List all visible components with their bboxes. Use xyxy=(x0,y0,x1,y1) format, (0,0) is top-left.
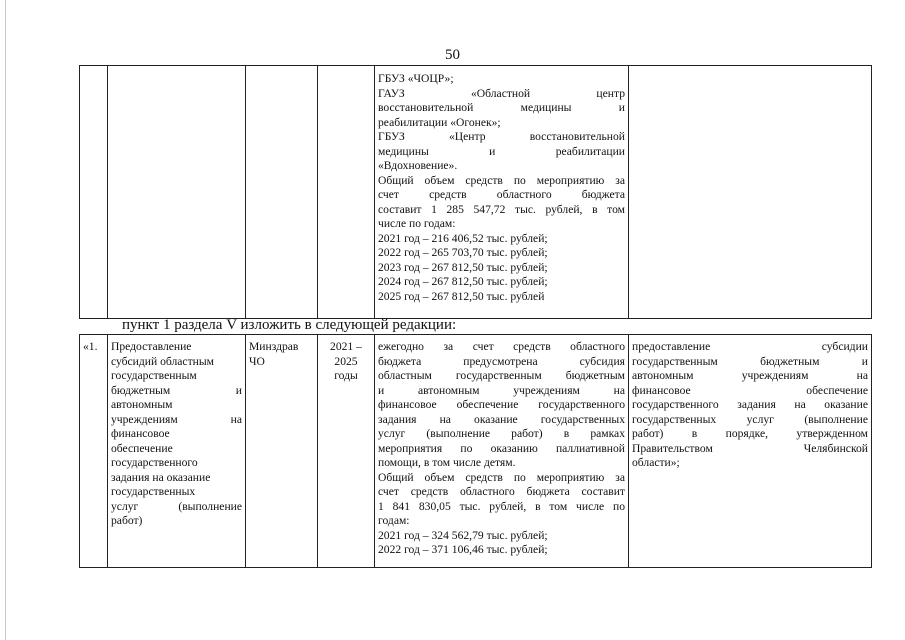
text-line: финансовое xyxy=(111,427,170,440)
text-line: государственного xyxy=(111,456,198,469)
text-line: 2024 год – 267 812,50 тыс. рублей; xyxy=(378,275,548,288)
text-line: 2025 год – 267 812,50 тыс. рублей xyxy=(378,289,545,303)
text-line: числе по годам: xyxy=(378,217,456,230)
table-row xyxy=(80,66,872,319)
section-heading: пункт 1 раздела V изложить в следующей редакции: xyxy=(122,317,457,333)
cell-name xyxy=(108,335,246,568)
text-line: услуг (выполнение xyxy=(111,499,242,513)
page-number: 50 xyxy=(445,47,460,63)
text-line: обеспечение xyxy=(111,441,173,455)
text-line: ежегодно за счет средств областного xyxy=(378,340,625,353)
text-line: автономным учреждениям на xyxy=(632,369,868,382)
text-line: мероприятия по оказанию паллиативной xyxy=(378,441,625,455)
text-line: ГБУЗ «ЧОЦР»; xyxy=(378,72,454,85)
text-line: задания на оказание государственных xyxy=(378,412,625,426)
text-line: 2025 xyxy=(334,354,358,368)
text-line: Общий объем средств по мероприятию за xyxy=(378,470,625,484)
text-line: реабилитации «Огонек»; xyxy=(378,115,501,129)
text-line: и автономным учреждениям на xyxy=(378,383,625,397)
cell-number xyxy=(80,66,108,319)
cell-executor xyxy=(246,66,318,319)
cell-name xyxy=(108,66,246,319)
text-line: области»; xyxy=(632,456,680,469)
text-line: субсидий областным xyxy=(111,354,214,368)
table-row xyxy=(80,335,872,568)
cell-funding xyxy=(375,335,629,568)
text-line: «Вдохновение». xyxy=(378,159,458,172)
text-line: Предоставление xyxy=(111,340,192,353)
text-line: 2023 год – 267 812,50 тыс. рублей; xyxy=(378,260,548,274)
text-line: годы xyxy=(334,369,358,382)
text-line: финансовое обеспечение государственного xyxy=(378,398,625,411)
text-line: Правительством Челябинской xyxy=(632,441,868,455)
cell-period xyxy=(318,66,375,319)
text-line: государственных услуг (выполнение xyxy=(632,412,868,426)
text-line: работ) в порядке, утвержденном xyxy=(632,427,868,440)
text-line: ГАУЗ «Областной центр xyxy=(378,86,625,100)
text-line: государственного задания на оказание xyxy=(632,398,868,411)
text-line: 2021 год – 324 562,79 тыс. рублей; xyxy=(378,528,548,542)
row-number: «1. xyxy=(83,340,98,353)
text-line: счет средств областного бюджета составит xyxy=(378,485,625,498)
text-line: 2022 год – 265 703,70 тыс. рублей; xyxy=(378,246,548,259)
text-line: учреждениям на xyxy=(111,412,242,426)
text-line: услуг (выполнение работ) в рамках xyxy=(378,427,625,440)
continued-table xyxy=(79,65,872,319)
text-line: Общий объем средств по мероприятию за xyxy=(378,173,625,187)
text-line: финансовое обеспечение xyxy=(632,383,868,397)
text-line: 2022 год – 371 106,46 тыс. рублей; xyxy=(378,543,548,556)
cell-executor xyxy=(246,335,318,568)
text-line: автономным xyxy=(111,398,173,411)
text-line: медицины и реабилитации xyxy=(378,144,625,158)
text-line: 2021 год – 216 406,52 тыс. рублей; xyxy=(378,231,548,245)
text-line: составит 1 285 547,72 тыс. рублей, в том xyxy=(378,202,625,216)
cell-period xyxy=(318,335,375,568)
text-line: 2021 – xyxy=(330,340,362,353)
cell-funding xyxy=(375,66,629,319)
text-line: работ) xyxy=(111,514,143,527)
program-table xyxy=(79,334,872,568)
text-line: годам: xyxy=(378,514,410,527)
text-line: государственным xyxy=(111,369,197,382)
text-line: предоставление субсидии xyxy=(632,340,868,353)
text-line: задания на оказание xyxy=(111,470,211,484)
text-line: счет средств областного бюджета xyxy=(378,188,625,201)
cell-result xyxy=(629,66,872,319)
text-line: государственным бюджетным и xyxy=(632,354,868,368)
text-line: бюджетным и xyxy=(111,383,242,397)
executor-text: Минздрав ЧО xyxy=(249,340,299,368)
text-line: ГБУЗ «Центр восстановительной xyxy=(378,130,625,143)
text-line: бюджета предусмотрена субсидия xyxy=(378,354,625,368)
text-line: 1 841 830,05 тыс. рублей, в том числе по xyxy=(378,499,625,513)
text-line: государственных xyxy=(111,485,196,498)
cell-result xyxy=(629,335,872,568)
cell-number xyxy=(80,335,108,568)
page-edge-line xyxy=(5,0,6,640)
text-line: восстановительной медицины и xyxy=(378,101,625,114)
text-line: областным государственным бюджетным xyxy=(378,369,625,382)
text-line: помощи, в том числе детям. xyxy=(378,456,516,469)
